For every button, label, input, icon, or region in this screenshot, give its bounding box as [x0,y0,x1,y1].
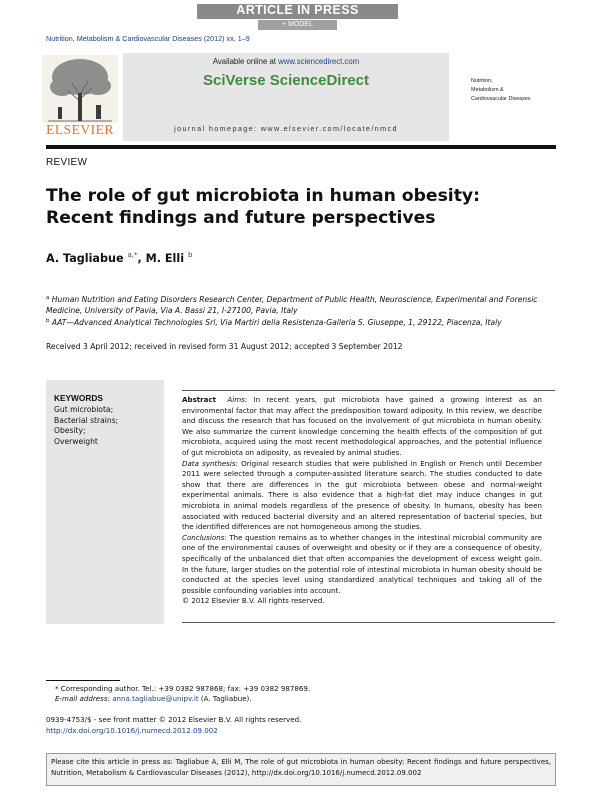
abstract-top-rule [182,390,555,391]
received-dates: Received 3 April 2012; received in revised form 31 August 2012; accepted 3 September 2012 [46,342,403,351]
keyword-item: Overweight [54,436,98,446]
journal-homepage[interactable]: journal homepage: www.elsevier.com/locate/nmcd [174,124,398,133]
article-in-press-label: ARTICLE IN PRESS [236,3,359,17]
article-title: The role of gut microbiota in human obesity: Recent findings and future perspectives [46,186,480,228]
footnote-contact: * Corresponding author. Tel.: +39 0382 987868; fax: +39 0382 987869. [55,684,311,693]
header-rule [46,145,556,149]
author-name[interactable]: M. Elli [145,252,185,265]
author-marks: b [187,251,193,259]
abstract [182,395,542,607]
footnote-email-line [46,694,310,704]
keyword-item: Gut microbiota; [54,405,114,414]
issn-line [46,714,301,736]
available-online [123,57,449,66]
affiliation-a: $^a$ Human Nutrition and Eating Disorders Research Center, Department of Public Health, Neuroscience, Experimental and Forensic Medicine, University of Pavia, Via A. Bassi 21, I-27100, Pavia, Italy [46,295,538,315]
aims-text: In recent years, gut microbiota have gained a growing interest as an environmental factor that may affect the predisposition toward adiposity. In this review, we describe and discuss the research that has focused on the involvement of gut microbiota in human obesity. We also summarize the current knowledge concerning the health effects of the composition of gut microbiota, acquired using the most recent methodological approaches, and the potential influence of gut microbiota on adiposity, as revealed by animal studies. [182,395,542,457]
running-head: Nutrition, Metabolism & Cardiovascular Diseases (2012) xx, 1–9 [46,34,250,43]
affiliation-b: $^b$ AAT—Advanced Analytical Technologies Srl, Via Martiri della Resistenza-Galleria S. Giuseppe, 1, 29122, Piacenza, Italy [46,318,502,327]
elsevier-tree-icon [42,55,118,123]
section-label: REVIEW [46,157,88,168]
synthesis-text: Original research studies that were published in English or French until December 2011 were selected through a computer-assisted literature search. The studies conducted to date show that there are differences in the gut microbiota between obese and normal-weight experimental animals. There is also evidence that a high-fat diet may induce changes in gut microbiota in animal models regardless of the presence of obesity. In humans, obesity has been associated with reduced bacterial diversity and an altered representation of bacterial species, but the identified differences are not homogeneous among the studies. [182,458,542,532]
email-link[interactable]: anna.tagliabue@unipv.it [112,694,199,703]
keywords-list [54,405,118,447]
model-label: + MODEL [282,21,313,28]
abstract-bottom-rule [182,622,555,623]
sciverse-logo: SciVerse ScienceDirect [203,72,369,89]
cover-line-2: Metabolism & [471,87,504,93]
citation-box: Please cite this article in press as: Tagliabue A, Elli M, The role of gut microbiota in human obesity: Recent findings and future perspectives, Nutrition, Metabolism & Cardiovascular Diseases (2012), http://dx.doi.org/10.1016/j.numecd.2012.09.002 [46,753,556,786]
doi-link[interactable]: http://dx.doi.org/10.1016/j.numecd.2012.09.002 [46,726,218,735]
author-list: A. Tagliabue $^{a,*}$, M. Elli $^b$ [46,251,193,265]
synthesis-label: Data synthesis: [182,458,238,468]
available-prefix: Available online at [212,57,276,66]
cover-line-3: Cardiovascular Diseases [471,96,531,102]
conclusions-text: The question remains as to whether changes in the intestinal microbial community are one of the environmental causes of overweight and obesity or if they are a consequence of obesity, specifically of the unbalanced diet that often accompanies the development of excess weight gain. In the future, larger studies on the potential role of intestinal microbiota in human obesity should be conducted at the species level using standardized analytical techniques and taking all of the possible confounding variables into account. [182,532,542,595]
author-marks[interactable]: a,* [127,251,138,259]
conclusions-label: Conclusions: [182,532,227,542]
email-suffix: (A. Tagliabue). [200,694,252,703]
keywords-heading: KEYWORDS [54,393,103,403]
journal-cover [456,55,556,127]
keyword-item: Obesity; [54,426,86,436]
author-name[interactable]: A. Tagliabue [46,252,124,265]
abstract-label: Abstract [182,395,217,404]
corresponding-author-footnote [46,684,310,704]
email-label: E-mail address: [55,694,110,703]
sciencedirect-link[interactable]: www.sciencedirect.com [278,57,360,66]
aims-label: Aims: [227,395,248,404]
abstract-copyright: © 2012 Elsevier B.V. All rights reserved. [182,596,325,606]
issn-text: 0939-4753/$ - see front matter © 2012 Elsevier B.V. All rights reserved. [46,715,302,724]
elsevier-wordmark: ELSEVIER [46,122,114,137]
cover-line-1: Nutrition, [471,78,493,84]
keyword-item: Bacterial strains; [54,415,119,425]
footnote-rule [46,680,120,681]
